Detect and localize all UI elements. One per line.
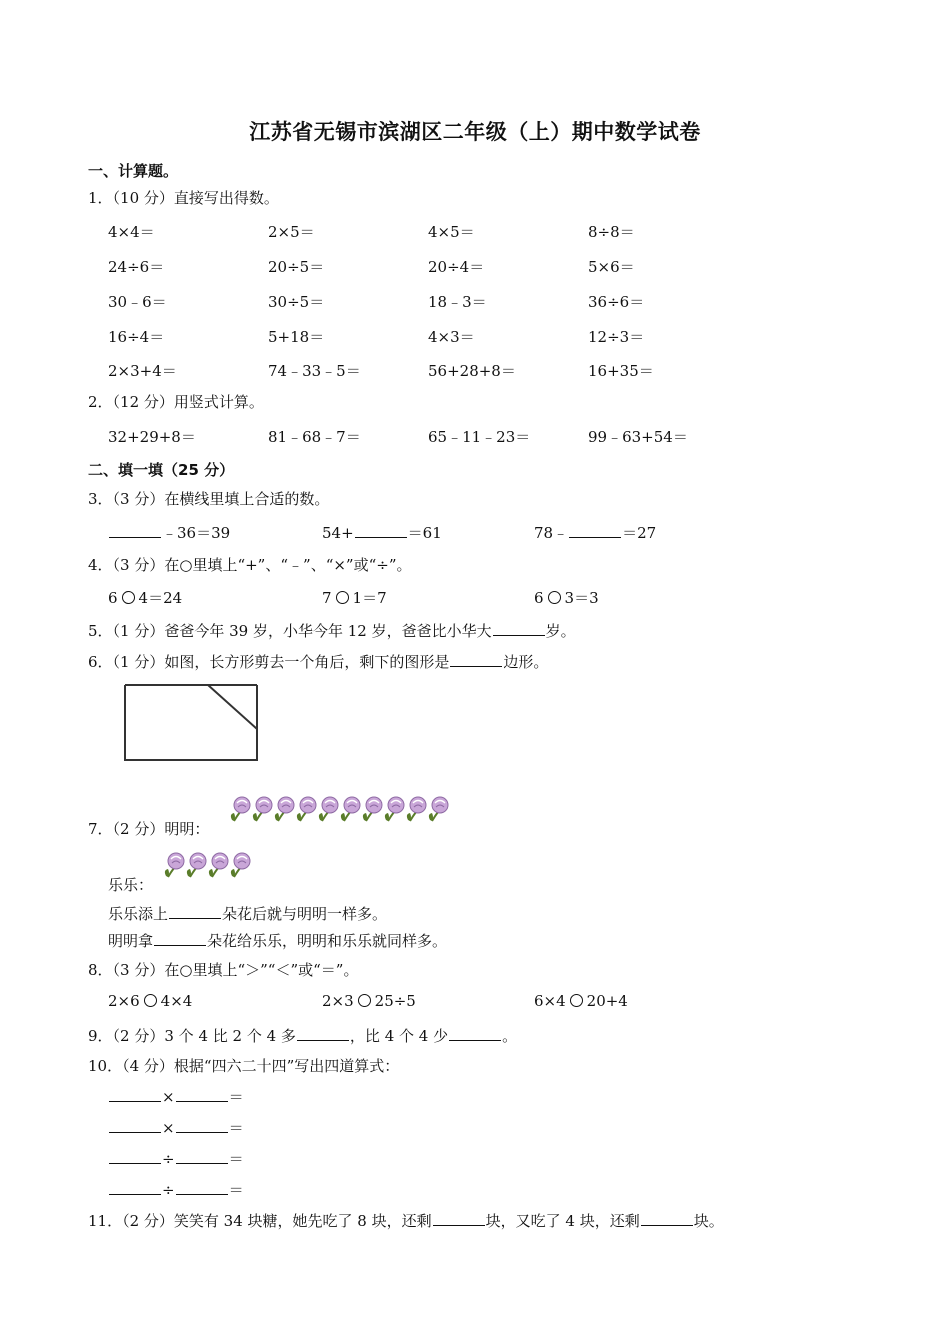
q1-expr: 20÷5＝: [268, 258, 325, 276]
q4-a-right: 4＝24: [138, 589, 183, 607]
flower-icon: [250, 794, 270, 820]
q10-op: ÷: [162, 1150, 175, 1168]
q6-text: （1 分）如图，长方形剪去一个角后，剩下的图形是: [112, 653, 450, 671]
q5-text: （1 分）爸爸今年 39 岁，小华今年 12 岁，爸爸比小华大: [112, 622, 492, 640]
q3-number: 3．: [88, 490, 113, 508]
q1-expr: 5+18＝: [268, 328, 325, 346]
page-title: 江苏省无锡市滨湖区二年级（上）期中数学试卷: [249, 120, 701, 144]
q1-expr: 16÷4＝: [108, 328, 165, 346]
flower-icon: [404, 794, 424, 820]
q1-expr: 2×3+4＝: [108, 362, 177, 380]
answer-blank[interactable]: [109, 1087, 161, 1102]
q3-row: [108, 522, 868, 542]
q8-b-left: 2×3: [322, 992, 354, 1010]
answer-blank[interactable]: [569, 523, 621, 538]
q10-eq: ＝: [228, 1119, 244, 1137]
q8-a-left: 2×6: [108, 992, 140, 1010]
q1-expr: 56+28+8＝: [428, 362, 516, 380]
q2-expr: 81﹣68﹣7＝: [268, 428, 361, 446]
q1-number: 1．: [88, 189, 113, 207]
q1-row: [108, 221, 868, 241]
flower-icon: [162, 850, 182, 876]
q1-expr: 30÷5＝: [268, 293, 325, 311]
answer-blank[interactable]: [176, 1180, 228, 1195]
q1-expr: 74﹣33﹣5＝: [268, 362, 361, 380]
q4-number: 4．: [88, 556, 113, 574]
q3-text: （3 分）在横线里填上合适的数。: [112, 490, 330, 508]
q7-number: 7．: [88, 820, 113, 838]
q9-mid: ，比 4 个 4 少: [349, 1027, 449, 1045]
answer-blank[interactable]: [355, 523, 407, 538]
q2-number: 2．: [88, 393, 113, 411]
q1-expr: 4×4＝: [108, 223, 155, 241]
q10-line: [108, 1179, 244, 1200]
q1-expr: 16+35＝: [588, 362, 654, 380]
q8-number: 8．: [88, 961, 113, 979]
q1-text: （10 分）直接写出得数。: [112, 189, 279, 207]
q3-c-post: ＝27: [622, 524, 657, 542]
q5-number: 5．: [88, 622, 113, 640]
q1-expr: 20÷4＝: [428, 258, 485, 276]
q9-tail: 。: [502, 1027, 518, 1045]
q8-c-left: 6×4: [534, 992, 566, 1010]
q7-text: （2 分）明明：: [112, 820, 210, 838]
q8-item-c: [534, 992, 628, 1010]
q1-row: [108, 326, 868, 346]
q11-tail: 块。: [693, 1212, 724, 1230]
question-2: [88, 391, 264, 412]
answer-blank[interactable]: [176, 1118, 228, 1133]
q2-text: （12 分）用竖式计算。: [112, 393, 264, 411]
q10-op: ÷: [162, 1181, 175, 1199]
q4-a-left: 6: [108, 589, 118, 607]
answer-blank[interactable]: [433, 1211, 485, 1226]
q3-c-pre: 78﹣: [534, 524, 569, 542]
q3-item-b: [322, 522, 442, 543]
answer-blank[interactable]: [176, 1087, 228, 1102]
flower-icon: [272, 794, 292, 820]
q8-text: （3 分）在○里填上“＞”“＜”或“＝”。: [112, 961, 359, 979]
q7-line-2: [108, 930, 447, 951]
q7-lele-label: 乐乐：: [108, 876, 154, 894]
answer-blank[interactable]: [109, 1118, 161, 1133]
answer-blank[interactable]: [109, 1149, 161, 1164]
flower-icon: [360, 794, 380, 820]
flower-icon: [382, 794, 402, 820]
question-4: [88, 554, 412, 575]
q5-tail: 岁。: [545, 622, 576, 640]
q7-line2-b: 朵花给乐乐，明明和乐乐就同样多。: [207, 932, 448, 950]
q10-eq: ＝: [228, 1150, 244, 1168]
flower-icon: [228, 850, 248, 876]
q4-item-a: [108, 587, 182, 608]
answer-blank[interactable]: [109, 1180, 161, 1195]
q7-line1-b: 朵花后就与明明一样多。: [222, 905, 388, 923]
q4-b-left: 7: [322, 589, 332, 607]
q7-line1-a: 乐乐添上: [108, 905, 169, 923]
q1-expr: 30﹣6＝: [108, 293, 167, 311]
q4-c-right: 3＝3: [564, 589, 599, 607]
q1-expr: 2×5＝: [268, 223, 315, 241]
answer-circle[interactable]: [548, 591, 561, 604]
q8-item-a: [108, 992, 192, 1010]
q10-line: [108, 1086, 244, 1107]
q1-expr: 18﹣3＝: [428, 293, 487, 311]
answer-blank[interactable]: [493, 621, 545, 636]
q6-tail: 边形。: [503, 653, 549, 671]
q4-text: （3 分）在○里填上“+”、“﹣”、“×”或“÷”。: [112, 556, 412, 574]
answer-circle[interactable]: [122, 591, 135, 604]
q10-number: 10．: [88, 1057, 123, 1075]
q1-expr: 5×6＝: [588, 258, 635, 276]
q11-text: （2 分）笑笑有 34 块糖，她先吃了 8 块，还剩: [122, 1212, 432, 1230]
section-2-heading: 二、填一填（25 分）: [88, 461, 235, 479]
q10-line: [108, 1148, 244, 1169]
answer-circle[interactable]: [358, 994, 371, 1007]
q3-item-a: [108, 522, 230, 543]
flower-icon: [206, 850, 226, 876]
q7-line2-a: 明明拿: [108, 932, 154, 950]
q4-item-c: [534, 587, 599, 608]
question-5: [88, 620, 576, 641]
q6-number: 6．: [88, 653, 113, 671]
q1-expr: 36÷6＝: [588, 293, 645, 311]
q4-row: [108, 587, 868, 607]
q10-text: （4 分）根据“四六二十四”写出四道算式：: [122, 1057, 400, 1075]
q4-item-b: [322, 587, 387, 608]
answer-blank[interactable]: [641, 1211, 693, 1226]
q10-op: ×: [162, 1088, 175, 1106]
answer-circle[interactable]: [570, 994, 583, 1007]
question-11: [88, 1210, 724, 1231]
answer-blank[interactable]: [154, 931, 206, 946]
answer-blank[interactable]: [297, 1026, 349, 1041]
q11-number: 11．: [88, 1212, 123, 1230]
q8-c-right: 20+4: [586, 992, 628, 1010]
flower-icon: [228, 794, 248, 820]
q1-expr: 24÷6＝: [108, 258, 165, 276]
q3-b-pre: 54+: [322, 524, 354, 542]
q1-row: [108, 256, 868, 276]
question-9: [88, 1025, 517, 1046]
answer-circle[interactable]: [336, 591, 349, 604]
flower-icon: [338, 794, 358, 820]
question-3: [88, 488, 329, 509]
cut-rectangle-figure: [120, 682, 262, 764]
q9-number: 9．: [88, 1027, 113, 1045]
q8-row: [108, 992, 868, 1012]
flower-icon: [294, 794, 314, 820]
q1-expr: 4×5＝: [428, 223, 475, 241]
q1-expr: 12÷3＝: [588, 328, 645, 346]
q3-b-post: ＝61: [407, 524, 442, 542]
q10-eq: ＝: [228, 1181, 244, 1199]
q3-a-text: ﹣36＝39: [162, 524, 231, 542]
q9-text: （2 分）3 个 4 比 2 个 4 多: [112, 1027, 296, 1045]
answer-blank[interactable]: [449, 1026, 501, 1041]
q2-expr: 65﹣11﹣23＝: [428, 428, 531, 446]
question-8: [88, 959, 358, 980]
q11-mid: 块，又吃了 4 块，还剩: [485, 1212, 640, 1230]
q4-b-right: 1＝7: [352, 589, 387, 607]
answer-blank[interactable]: [176, 1149, 228, 1164]
q1-row: [108, 291, 868, 311]
q10-eq: ＝: [228, 1088, 244, 1106]
q10-line: [108, 1117, 244, 1138]
q10-op: ×: [162, 1119, 175, 1137]
q2-expr: 99﹣63+54＝: [588, 428, 688, 446]
q4-c-left: 6: [534, 589, 544, 607]
answer-blank[interactable]: [450, 652, 502, 667]
q8-item-b: [322, 992, 416, 1010]
q1-expr: 8÷8＝: [588, 223, 635, 241]
q7-line-1: [108, 903, 387, 924]
question-10: [88, 1055, 399, 1076]
answer-blank[interactable]: [109, 523, 161, 538]
question-6: [88, 651, 548, 672]
flower-icon: [316, 794, 336, 820]
q2-expr: 32+29+8＝: [108, 428, 196, 446]
answer-circle[interactable]: [144, 994, 157, 1007]
question-7: [88, 818, 209, 839]
answer-blank[interactable]: [169, 904, 221, 919]
q8-a-right: 4×4: [160, 992, 193, 1010]
section-1-heading: 一、计算题。: [88, 162, 179, 180]
flower-icon: [426, 794, 446, 820]
q1-row: [108, 360, 868, 380]
q8-b-right: 25÷5: [374, 992, 416, 1010]
q3-item-c: [534, 522, 656, 543]
flower-icon: [184, 850, 204, 876]
q1-expr: 4×3＝: [428, 328, 475, 346]
question-1: [88, 187, 279, 208]
q2-row: [108, 426, 868, 446]
